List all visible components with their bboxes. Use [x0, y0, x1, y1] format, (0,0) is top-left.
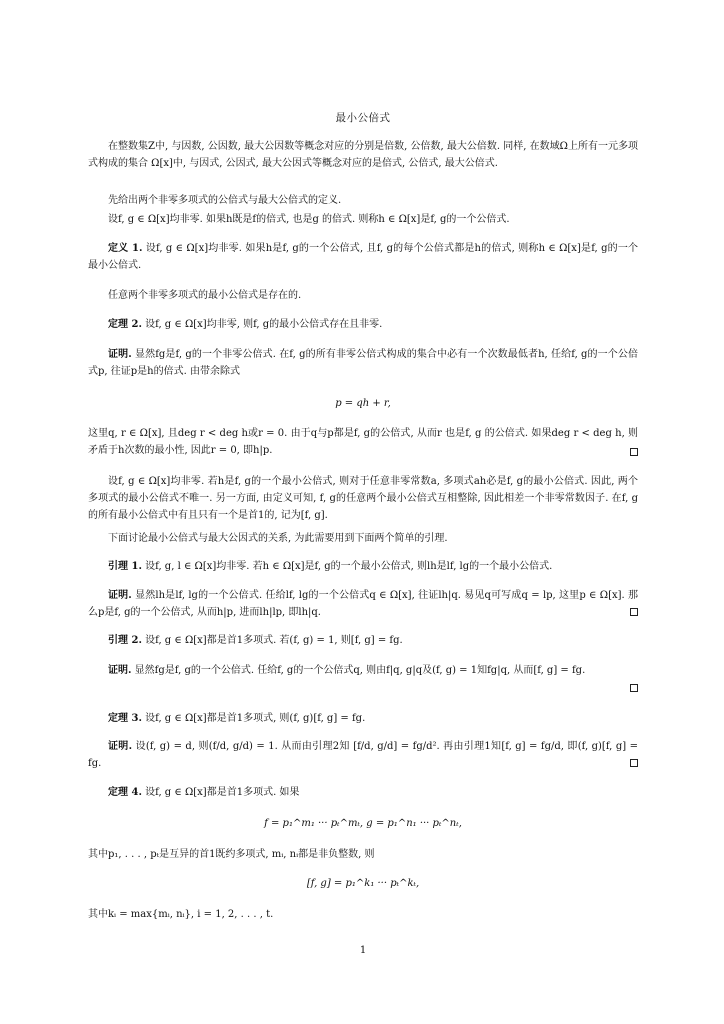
theorem-2-label: 定理 2.	[108, 319, 142, 330]
intro-paragraph-3: 设f, g ∈ Ω[x]均非零. 如果h既是f的倍式, 也是g 的倍式. 则称h ∈ Ω[x]是f, g的一个公倍式.	[108, 214, 510, 225]
proof-4-text: 设(f, g) = d, 则(f/d, g/d) = 1. 从而由引理2知 [f/d, g/d] = fg/d². 再由引理1知[f, g] = fg/d, 即(f, g)[f, g] = fg.	[88, 741, 638, 769]
lemma-2-label: 引理 2.	[108, 635, 142, 646]
theorem-2-text: 设f, g ∈ Ω[x]均非零, 则f, g的最小公倍式存在且非零.	[145, 319, 383, 330]
page-number: 1	[359, 945, 367, 956]
qed-square-icon	[630, 608, 638, 616]
theorem-4-end: 其中kᵢ = max{mᵢ, nᵢ}, i = 1, 2, . . . , t.	[88, 909, 274, 920]
lemma-2	[88, 632, 638, 649]
theorem-4-text: 设f, g ∈ Ω[x]都是首1多项式. 如果	[145, 787, 300, 798]
proof-3	[88, 662, 638, 679]
definition-1-label: 定义 1.	[108, 243, 143, 254]
theorem-4-middle: 其中p₁, . . . , pₜ是互异的首1既约多项式, mᵢ, nᵢ都是非负整数, 则	[88, 849, 375, 860]
intro-paragraph-2: 先给出两个非零多项式的公倍式与最大公倍式的定义.	[108, 195, 342, 206]
theorem-3	[88, 710, 638, 727]
qed-square-icon	[630, 684, 638, 692]
proof-3-text: 显然fg是f, g的一个公倍式. 任给f, g的一个公倍式q, 则由f|q, g|q及(f, g) = 1知fg|q, 从而[f, g] = fg.	[134, 665, 586, 676]
proof-4-label: 证明.	[108, 741, 133, 752]
proof-1-label: 证明.	[108, 349, 132, 360]
intro-paragraph-1: 在整数集Z中, 与因数, 公因数, 最大公因数等概念对应的分别是倍数, 公倍数, 最大公倍数. 同样, 在数域Ω上所有一元多项式构成的集合 Ω[x]中, 与因式, 公因式, 最大公因式等概念对应的是倍式, 公倍式, 最大公倍式.	[88, 141, 638, 169]
theorem-3-label: 定理 3.	[108, 713, 142, 724]
qed-square-icon	[630, 448, 638, 456]
remark-paragraph-2: 下面讨论最小公倍式与最大公因式的关系, 为此需要用到下面两个简单的引理.	[108, 533, 448, 544]
theorem-4-label: 定理 4.	[108, 787, 142, 798]
lcm-equation: [f, g] = p₁^k₁ ··· pₜ^kₜ,	[306, 878, 420, 889]
lemma-1-label: 引理 1.	[108, 561, 142, 572]
proof-3-label: 证明.	[108, 665, 132, 676]
proof-1-continuation: 这里q, r ∈ Ω[x], 且deg r < deg h或r = 0. 由于q与p都是f, g的公倍式, 从而r 也是f, g 的公倍式. 如果deg r < deg h, 则矛盾于h次数的最小性, 因此r = 0, 即h|p.	[88, 428, 638, 456]
definition-1-text: 设f, g ∈ Ω[x]均非零. 如果h是f, g的一个公倍式, 且f, g的每个公倍式都是h的倍式, 则称h ∈ Ω[x]是f, g的一个最小公倍式.	[88, 243, 639, 271]
qed-square-icon	[630, 759, 638, 767]
definition-1	[88, 240, 638, 274]
lemma-1-text: 设f, g, l ∈ Ω[x]均非零. 若h ∈ Ω[x]是f, g的一个最小公倍式, 则lh是lf, lg的一个最小公倍式.	[145, 561, 553, 572]
existence-statement: 任意两个非零多项式的最小公倍式是存在的.	[108, 290, 302, 301]
proof-1-text: 显然fg是f, g的一个非零公倍式. 在f, g的所有非零公倍式构成的集合中必有一个次数最低者h, 任给f, g的一个公倍式p, 往证p是h的倍式. 由带余除式	[88, 349, 638, 377]
theorem-4	[88, 784, 638, 801]
remark-paragraph-1: 设f, g ∈ Ω[x]均非零. 若h是f, g的一个最小公倍式, 则对于任意非零常数a, 多项式ah必是f, g的最小公倍式. 因此, 两个多项式的最小公倍式不唯一. 另一方面, 由定义可知, f, g的任意两个最小公倍式互相整除, 因此相差一个非零常数因子. 在f, g的所有最小公倍式中有且只有一个是首1的, 记为[f, g].	[88, 476, 638, 521]
proof-4	[88, 738, 638, 772]
proof-2-label: 证明.	[108, 590, 132, 601]
lemma-2-text: 设f, g ∈ Ω[x]都是首1多项式. 若(f, g) = 1, 则[f, g] = fg.	[145, 635, 403, 646]
division-equation: p = qh + r,	[335, 398, 391, 409]
lemma-1	[88, 558, 638, 575]
proof-2-text: 显然lh是lf, lg的一个公倍式. 任给lf, lg的一个公倍式q ∈ Ω[x], 往证lh|q. 易见q可写成q = lp, 这里p ∈ Ω[x]. 那么p是f, g的一个公倍式, 从而h|p, 进而lh|lp, 即lh|q.	[88, 590, 639, 618]
theorem-3-text: 设f, g ∈ Ω[x]都是首1多项式, 则(f, g)[f, g] = fg.	[145, 713, 366, 724]
proof-1	[88, 346, 638, 380]
page-title: 最小公倍式	[335, 112, 391, 124]
proof-2	[88, 587, 638, 621]
factorization-equation: f = p₁^m₁ ··· pₜ^mₜ, g = p₁^n₁ ··· pₜ^nₜ,	[264, 818, 462, 829]
theorem-2	[88, 316, 638, 333]
